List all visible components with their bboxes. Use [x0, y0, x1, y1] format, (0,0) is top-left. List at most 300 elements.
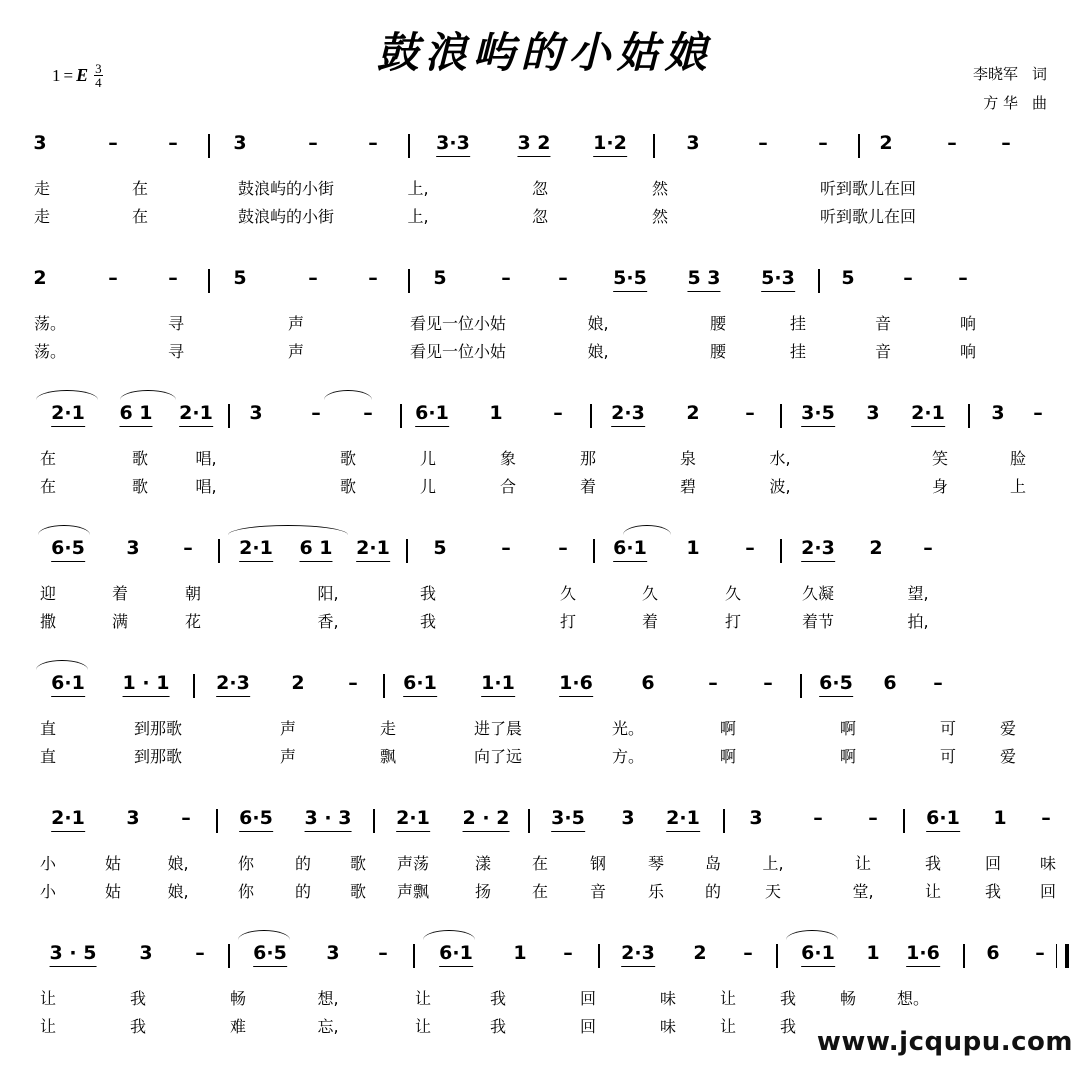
lyric: 乐 [647, 882, 665, 901]
lyric: 向了远 [473, 747, 523, 766]
lyric-row-1-verse2 [28, 204, 1063, 232]
note: 1 [993, 807, 1007, 829]
lyric: 可 [939, 747, 957, 766]
note: 3 [139, 942, 153, 964]
barline [406, 539, 408, 563]
note: – [708, 672, 718, 694]
lyric: 香, [317, 612, 339, 631]
lyric: 我 [984, 882, 1002, 901]
credit-composer-role: 曲 [1031, 93, 1047, 112]
notes-row-7 [28, 942, 1063, 976]
lyric: 回 [579, 989, 597, 1008]
lyric: 到那歌 [133, 747, 183, 766]
note: 2·1 [239, 537, 273, 559]
note: 6 [883, 672, 897, 694]
lyric: 鼓浪屿的小街 [237, 179, 335, 198]
lyric-row-3-verse2 [28, 474, 1063, 502]
lyric: 声 [287, 342, 305, 361]
lyric: 飘 [379, 747, 397, 766]
note: 2·1 [396, 807, 430, 829]
lyric: 堂, [852, 882, 874, 901]
lyric: 歌 [339, 477, 357, 496]
note: 2·3 [611, 402, 645, 424]
notes-row-6 [28, 807, 1063, 841]
note: 3 [686, 132, 700, 154]
lyric: 腰 [709, 314, 727, 333]
lyric-row-6-verse2 [28, 879, 1063, 907]
note: 2·1 [179, 402, 213, 424]
lyric: 我 [419, 584, 437, 603]
note: 6·1 [403, 672, 437, 694]
notes-row-2 [28, 267, 1063, 301]
lyric: 歌 [349, 854, 367, 873]
lyric: 儿 [419, 449, 437, 468]
lyric: 听到歌儿在回 [819, 179, 917, 198]
note: 6 [986, 942, 1000, 964]
lyric: 岛 [704, 854, 722, 873]
barline [218, 539, 220, 563]
note: 2 [879, 132, 893, 154]
note: 5 [433, 537, 447, 559]
lyric: 回 [579, 1017, 597, 1036]
lyric: 让 [719, 1017, 737, 1036]
lyric: 走 [33, 179, 51, 198]
lyric: 鼓浪屿的小街 [237, 207, 335, 226]
lyric: 想。 [896, 989, 930, 1008]
note: 2·1 [911, 402, 945, 424]
lyric: 让 [414, 1017, 432, 1036]
lyric: 打 [724, 612, 742, 631]
lyric: 我 [489, 1017, 507, 1036]
lyric: 花 [184, 612, 202, 631]
lyric-row-2-verse2 [28, 339, 1063, 367]
lyric: 迎 [39, 584, 57, 603]
lyric: 到那歌 [133, 719, 183, 738]
barline [818, 269, 820, 293]
lyric: 娘, [167, 882, 189, 901]
barline [373, 809, 375, 833]
note: 6·1 [415, 402, 449, 424]
lyric: 看见一位小姑 [409, 342, 507, 361]
lyric: 走 [379, 719, 397, 738]
lyric: 让 [924, 882, 942, 901]
time-signature-denominator: 4 [95, 75, 102, 90]
note: – [1033, 402, 1043, 424]
final-barline [1056, 944, 1069, 968]
note: – [1001, 132, 1011, 154]
lyric: 歌 [339, 449, 357, 468]
lyric: 娘, [587, 314, 609, 333]
lyric-row-6-verse1 [28, 851, 1063, 879]
lyric: 声飘 [396, 882, 430, 901]
lyric: 想, [317, 989, 339, 1008]
barline [228, 404, 230, 428]
note: 1 [489, 402, 503, 424]
note: 3 [33, 132, 47, 154]
lyric: 上, [407, 207, 429, 226]
notes-row-3 [28, 402, 1063, 436]
lyric: 在 [131, 179, 149, 198]
note: 3 [249, 402, 263, 424]
barline [903, 809, 905, 833]
slur [623, 525, 671, 535]
lyric: 忽 [531, 179, 549, 198]
note: – [108, 132, 118, 154]
lyric: 上, [407, 179, 429, 198]
lyric: 扬 [474, 882, 492, 901]
credit-lyricist-name: 李晓军 [972, 65, 1018, 83]
lyric: 久 [641, 584, 659, 603]
lyric: 久 [724, 584, 742, 603]
lyric: 我 [129, 1017, 147, 1036]
note: 2·1 [51, 807, 85, 829]
lyric: 着 [641, 612, 659, 631]
note: 1 · 1 [123, 672, 170, 694]
note: – [168, 267, 178, 289]
lyric: 着 [579, 477, 597, 496]
slur [38, 525, 90, 535]
note: 5·5 [613, 267, 647, 289]
lyric: 响 [959, 342, 977, 361]
lyric: 让 [414, 989, 432, 1008]
note: 3 · 3 [305, 807, 352, 829]
lyric: 我 [419, 612, 437, 631]
credit-composer [973, 89, 1047, 118]
note: 6 1 [119, 402, 152, 424]
note: 2 · 2 [463, 807, 510, 829]
note: 5 3 [687, 267, 720, 289]
lyric: 忘, [317, 1017, 339, 1036]
lyric: 象 [499, 449, 517, 468]
barline [400, 404, 402, 428]
note: 3 [233, 132, 247, 154]
barline [780, 539, 782, 563]
barline [193, 674, 195, 698]
lyric: 啊 [839, 747, 857, 766]
barline [216, 809, 218, 833]
note: – [745, 402, 755, 424]
note: – [183, 537, 193, 559]
lyric: 味 [659, 1017, 677, 1036]
lyric: 在 [531, 854, 549, 873]
note: 3 [126, 537, 140, 559]
note: – [868, 807, 878, 829]
lyric-row-1-verse1 [28, 176, 1063, 204]
note: – [368, 132, 378, 154]
lyric: 娘, [167, 854, 189, 873]
lyric: 我 [489, 989, 507, 1008]
lyric-row-4-verse1 [28, 581, 1063, 609]
note: 6·1 [926, 807, 960, 829]
note: – [1041, 807, 1051, 829]
note: – [1035, 942, 1045, 964]
note: 3·5 [551, 807, 585, 829]
lyric: 上 [1009, 477, 1027, 496]
note: 2·1 [356, 537, 390, 559]
lyric: 久凝 [801, 584, 835, 603]
note: 3 · 5 [50, 942, 97, 964]
lyric: 的 [294, 854, 312, 873]
note: – [958, 267, 968, 289]
lyric: 碧 [679, 477, 697, 496]
lyric: 回 [984, 854, 1002, 873]
slur [120, 390, 176, 400]
lyric: 腰 [709, 342, 727, 361]
note: – [923, 537, 933, 559]
lyric: 忽 [531, 207, 549, 226]
lyric: 望, [907, 584, 929, 603]
lyric: 打 [559, 612, 577, 631]
note: 3 [326, 942, 340, 964]
lyric: 让 [719, 989, 737, 1008]
slur [423, 930, 475, 940]
barline [528, 809, 530, 833]
note: – [947, 132, 957, 154]
barline [383, 674, 385, 698]
lyric: 寻 [167, 314, 185, 333]
lyric: 儿 [419, 477, 437, 496]
note: – [363, 402, 373, 424]
credit-lyricist [973, 60, 1047, 89]
key-prefix: 1 [52, 65, 61, 85]
lyric: 我 [924, 854, 942, 873]
lyric: 看见一位小姑 [409, 314, 507, 333]
lyric: 笑 [931, 449, 949, 468]
note: 1·2 [593, 132, 627, 154]
music-system-1 [28, 132, 1063, 232]
note: 1 [686, 537, 700, 559]
note: 5 [233, 267, 247, 289]
music-system-2 [28, 267, 1063, 367]
lyric: 着 [111, 584, 129, 603]
note: 3 [991, 402, 1005, 424]
notes-row-1 [28, 132, 1063, 166]
credits [973, 60, 1047, 117]
lyric-row-5-verse2 [28, 744, 1063, 772]
music-system-6 [28, 807, 1063, 907]
lyric: 挂 [789, 314, 807, 333]
lyric: 直 [39, 719, 57, 738]
note: 2 [291, 672, 305, 694]
lyric: 阳, [317, 584, 339, 603]
lyric: 琴 [647, 854, 665, 873]
note: – [558, 537, 568, 559]
lyric: 你 [237, 882, 255, 901]
note: – [818, 132, 828, 154]
lyric: 难 [229, 1017, 247, 1036]
lyric: 让 [39, 989, 57, 1008]
lyric: 唱, [195, 449, 217, 468]
note: 1 [866, 942, 880, 964]
note: – [501, 537, 511, 559]
lyric: 歌 [131, 477, 149, 496]
lyric: 听到歌儿在回 [819, 207, 917, 226]
key-name: E [76, 65, 89, 85]
lyric: 的 [294, 882, 312, 901]
slur [36, 390, 98, 400]
lyric: 荡。 [33, 342, 67, 361]
lyric: 音 [874, 342, 892, 361]
lyric: 让 [854, 854, 872, 873]
lyric: 直 [39, 747, 57, 766]
note: 6·5 [819, 672, 853, 694]
note: 1 [513, 942, 527, 964]
slur [238, 930, 290, 940]
note: 6·5 [253, 942, 287, 964]
slur [324, 390, 372, 400]
lyric: 天 [764, 882, 782, 901]
note: 2·1 [666, 807, 700, 829]
note: 6 1 [299, 537, 332, 559]
note: 3 2 [517, 132, 550, 154]
note: 2·3 [621, 942, 655, 964]
note: – [308, 267, 318, 289]
lyric: 声 [287, 314, 305, 333]
lyric: 光。 [611, 719, 645, 738]
lyric: 朝 [184, 584, 202, 603]
lyric: 在 [39, 449, 57, 468]
note: – [558, 267, 568, 289]
note: – [181, 807, 191, 829]
lyric: 让 [39, 1017, 57, 1036]
lyric: 我 [779, 989, 797, 1008]
lyric: 你 [237, 854, 255, 873]
note: 2 [33, 267, 47, 289]
lyric: 啊 [719, 747, 737, 766]
note: 2·3 [801, 537, 835, 559]
note: – [348, 672, 358, 694]
lyric: 然 [651, 207, 669, 226]
lyric: 爱 [999, 719, 1017, 738]
lyric: 娘, [587, 342, 609, 361]
barline [593, 539, 595, 563]
note: – [308, 132, 318, 154]
lyric: 味 [1039, 854, 1057, 873]
note: 3·3 [436, 132, 470, 154]
note: – [745, 537, 755, 559]
lyric: 啊 [719, 719, 737, 738]
lyric: 的 [704, 882, 722, 901]
page-title: 鼓浪屿的小姑娘 [376, 28, 713, 77]
lyric: 方。 [611, 747, 645, 766]
barline [590, 404, 592, 428]
key-signature [52, 62, 103, 89]
lyric: 可 [939, 719, 957, 738]
lyric: 小 [39, 854, 57, 873]
lyric-row-2-verse1 [28, 311, 1063, 339]
note: – [563, 942, 573, 964]
barline [858, 134, 860, 158]
barline [408, 134, 410, 158]
lyric: 歌 [131, 449, 149, 468]
slur [36, 660, 88, 670]
slur [228, 525, 348, 535]
lyric: 在 [39, 477, 57, 496]
lyric: 拍, [907, 612, 929, 631]
lyric: 声 [279, 719, 297, 738]
note: – [553, 402, 563, 424]
lyric: 我 [129, 989, 147, 1008]
barline [413, 944, 415, 968]
lyric: 泉 [679, 449, 697, 468]
note: 5·3 [761, 267, 795, 289]
lyric: 在 [131, 207, 149, 226]
note: 3 [126, 807, 140, 829]
note: 1·6 [559, 672, 593, 694]
barline [963, 944, 965, 968]
note: – [108, 267, 118, 289]
barline [208, 134, 210, 158]
lyric: 挂 [789, 342, 807, 361]
note: – [743, 942, 753, 964]
note: – [903, 267, 913, 289]
barline [408, 269, 410, 293]
lyric: 小 [39, 882, 57, 901]
note: – [763, 672, 773, 694]
lyric: 畅 [229, 989, 247, 1008]
lyric: 钢 [589, 854, 607, 873]
note: 6 [641, 672, 655, 694]
note: 3 [749, 807, 763, 829]
lyric: 爱 [999, 747, 1017, 766]
lyric: 畅 [839, 989, 857, 1008]
note: 3·5 [801, 402, 835, 424]
barline [653, 134, 655, 158]
note: 6·1 [613, 537, 647, 559]
note: 6·1 [801, 942, 835, 964]
lyric: 波, [769, 477, 791, 496]
lyric: 进了晨 [473, 719, 523, 738]
watermark: www.jcqupu.com [816, 1027, 1073, 1057]
lyric: 水, [769, 449, 791, 468]
lyric: 音 [874, 314, 892, 333]
lyric-row-3-verse1 [28, 446, 1063, 474]
lyric: 身 [931, 477, 949, 496]
barline [780, 404, 782, 428]
lyric: 合 [499, 477, 517, 496]
lyric: 寻 [167, 342, 185, 361]
note: 2·1 [51, 402, 85, 424]
lyric-row-4-verse2 [28, 609, 1063, 637]
lyric: 声 [279, 747, 297, 766]
note: – [195, 942, 205, 964]
lyric: 荡。 [33, 314, 67, 333]
note: 6·1 [439, 942, 473, 964]
time-signature-numerator: 3 [95, 61, 102, 76]
note: 5 [841, 267, 855, 289]
note: 2 [869, 537, 883, 559]
note: 2·3 [216, 672, 250, 694]
note: 1·1 [481, 672, 515, 694]
note: – [168, 132, 178, 154]
lyric-row-7-verse1 [28, 986, 1063, 1014]
lyric: 脸 [1009, 449, 1027, 468]
lyric: 着节 [801, 612, 835, 631]
lyric: 走 [33, 207, 51, 226]
lyric: 久 [559, 584, 577, 603]
note: 6·5 [239, 807, 273, 829]
key-equals: = [63, 65, 74, 85]
note: – [813, 807, 823, 829]
lyric: 声荡 [396, 854, 430, 873]
note: 2 [686, 402, 700, 424]
lyric: 音 [589, 882, 607, 901]
lyric-row-5-verse1 [28, 716, 1063, 744]
music-system-5 [28, 672, 1063, 772]
note: – [501, 267, 511, 289]
lyric: 歌 [349, 882, 367, 901]
music-system-4 [28, 537, 1063, 637]
